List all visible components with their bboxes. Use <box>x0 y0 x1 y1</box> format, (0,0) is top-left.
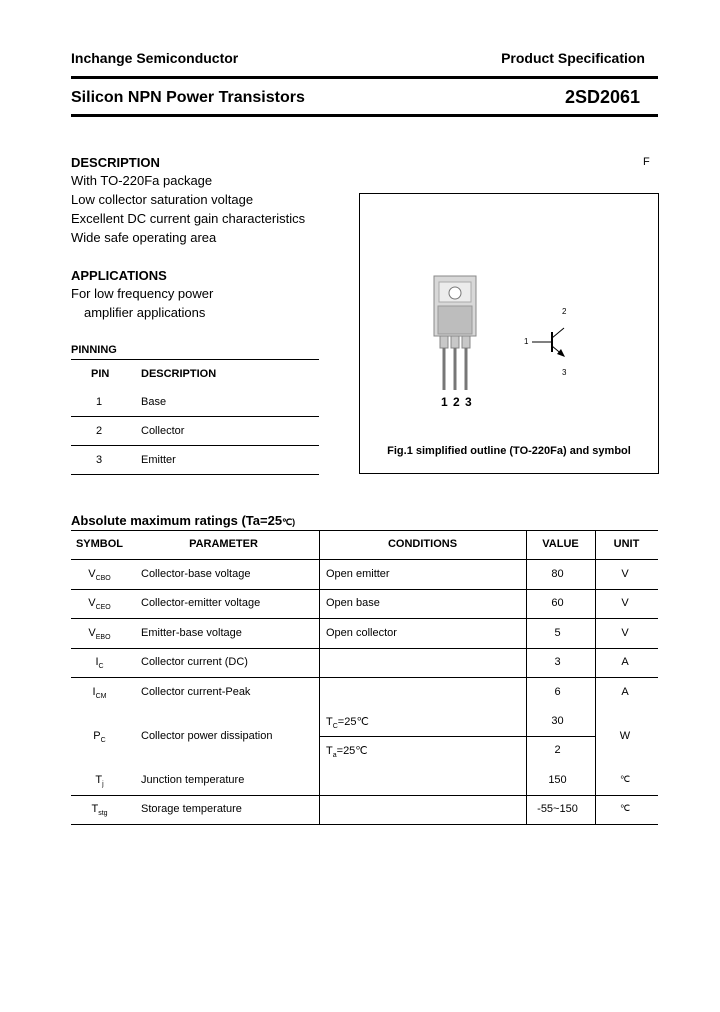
corner-mark: F <box>643 156 650 168</box>
pin-description: Emitter <box>141 454 176 466</box>
description-item-text: With TO-220Fa package <box>71 173 213 188</box>
description-item <box>71 228 305 247</box>
symbol-cell <box>71 730 128 744</box>
parameter-cell: Collector current (DC) <box>141 656 248 668</box>
col-header-parameter: PARAMETER <box>189 538 258 550</box>
figure-caption: Fig.1 simplified outline (TO-220Fa) and symbol <box>387 445 631 457</box>
unit-cell: ℃ <box>619 803 631 813</box>
cond-sub: C <box>332 723 338 731</box>
description-item <box>71 171 305 190</box>
pin-row <box>71 388 319 417</box>
applications-list <box>71 284 213 322</box>
condition-cell <box>326 715 369 730</box>
symbol-main: T <box>95 774 103 786</box>
symbol-cell <box>71 568 128 582</box>
ratings-title <box>71 513 295 528</box>
symbol-sub: CM <box>95 693 107 701</box>
value-cell: 3 <box>554 656 561 668</box>
product-title: Silicon NPN Power Transistors <box>71 89 305 106</box>
description-item-text: Wide safe operating area <box>71 230 217 245</box>
lead-numbers: 1 2 3 <box>441 395 473 409</box>
symbol-main: I <box>95 656 99 668</box>
condition-cell <box>326 744 368 759</box>
package-figure <box>359 193 659 474</box>
parameter-cell: Collector-base voltage <box>141 568 251 580</box>
unit-cell: A <box>621 656 629 668</box>
ratings-table <box>71 530 658 826</box>
unit-cell: V <box>621 568 629 580</box>
col-header-unit: UNIT <box>613 538 640 550</box>
symbol-sub: C <box>98 663 104 671</box>
ratings-title-unit: ℃) <box>282 517 296 527</box>
unit-cell: V <box>621 597 629 609</box>
pin-row <box>71 446 319 475</box>
company-name: Inchange Semiconductor <box>71 50 239 66</box>
unit-cell: V <box>621 627 629 639</box>
symbol-cell <box>71 774 128 788</box>
symbol-main: P <box>93 730 101 742</box>
pinning-header-row <box>71 360 319 388</box>
value-cell: 5 <box>554 627 561 639</box>
unit-cell: W <box>619 730 631 742</box>
pin-number: 3 <box>96 454 103 466</box>
col-header-conditions: CONDITIONS <box>387 538 458 550</box>
pin-desc-col-header: DESCRIPTION <box>141 368 217 380</box>
value-cell: 150 <box>548 774 567 786</box>
col-header-value: VALUE <box>542 538 579 550</box>
description-title: DESCRIPTION <box>71 155 160 170</box>
parameter-cell: Collector-emitter voltage <box>141 597 261 609</box>
symbol-cell <box>71 803 128 817</box>
parameter-cell: Emitter-base voltage <box>141 627 242 639</box>
symbol-sub: EBO <box>95 634 111 642</box>
symbol-cell <box>71 627 128 641</box>
description-list <box>71 171 305 247</box>
condition-cell: Open emitter <box>326 568 390 580</box>
cond-sub: a <box>332 752 337 760</box>
spec-label: Product Specification <box>501 50 645 66</box>
pinning-title: PINNING <box>71 344 117 356</box>
symbol-main: T <box>91 803 99 815</box>
parameter-cell: Junction temperature <box>141 774 245 786</box>
symbol-sub: C <box>100 737 106 745</box>
parameter-cell: Storage temperature <box>141 803 242 815</box>
header-rule-bottom <box>71 114 658 117</box>
cond-main: T <box>326 716 333 728</box>
symbol-main: V <box>88 627 96 639</box>
value-cell: 6 <box>554 686 561 698</box>
symbol-pin-2: 2 <box>562 307 567 316</box>
description-item <box>71 209 305 228</box>
applications-item: amplifier applications <box>84 305 206 320</box>
value-cell: 2 <box>554 744 561 756</box>
pin-number: 2 <box>96 425 103 437</box>
unit-cell: A <box>621 686 629 698</box>
pin-number: 1 <box>96 396 103 408</box>
parameter-cell: Collector current-Peak <box>141 686 251 698</box>
header-rule-top <box>71 76 658 79</box>
symbol-main: I <box>92 686 96 698</box>
package-outline-drawing <box>360 194 658 473</box>
symbol-sub: CBO <box>95 575 111 583</box>
value-cell: -55~150 <box>537 803 578 815</box>
ratings-title-text: Absolute maximum ratings (Ta=25 <box>71 513 283 528</box>
col-header-symbol: SYMBOL <box>75 538 124 550</box>
symbol-sub: stg <box>98 810 108 818</box>
parameter-cell: Collector power dissipation <box>141 730 273 742</box>
description-item-text: Excellent DC current gain characteristics <box>71 211 306 226</box>
value-cell: 80 <box>551 568 564 580</box>
unit-cell: ℃ <box>619 774 631 784</box>
pinning-table <box>71 360 319 475</box>
symbol-sub: j <box>102 781 104 789</box>
symbol-main: V <box>88 568 96 580</box>
symbol-pin-1: 1 <box>524 337 529 346</box>
value-cell: 60 <box>551 597 564 609</box>
symbol-cell <box>71 656 128 670</box>
description-item-text: Low collector saturation voltage <box>71 192 254 207</box>
applications-item: For low frequency power <box>71 286 214 301</box>
symbol-pin-3: 3 <box>562 368 567 377</box>
symbol-main: V <box>88 597 96 609</box>
value-cell: 30 <box>551 715 564 727</box>
description-item <box>71 190 305 209</box>
cond-rest: =25℃ <box>336 745 368 757</box>
symbol-sub: CEO <box>95 604 111 612</box>
pin-col-header: PIN <box>91 368 110 380</box>
condition-cell: Open collector <box>326 627 397 639</box>
part-number: 2SD2061 <box>564 87 640 107</box>
pin-row <box>71 417 319 446</box>
symbol-cell <box>71 597 128 611</box>
cond-rest: =25℃ <box>337 716 369 728</box>
applications-title: APPLICATIONS <box>71 268 167 283</box>
cond-main: T <box>326 745 333 757</box>
condition-cell: Open base <box>326 597 380 609</box>
pin-description: Collector <box>141 425 185 437</box>
pin-description: Base <box>141 396 167 408</box>
symbol-cell <box>71 686 128 700</box>
